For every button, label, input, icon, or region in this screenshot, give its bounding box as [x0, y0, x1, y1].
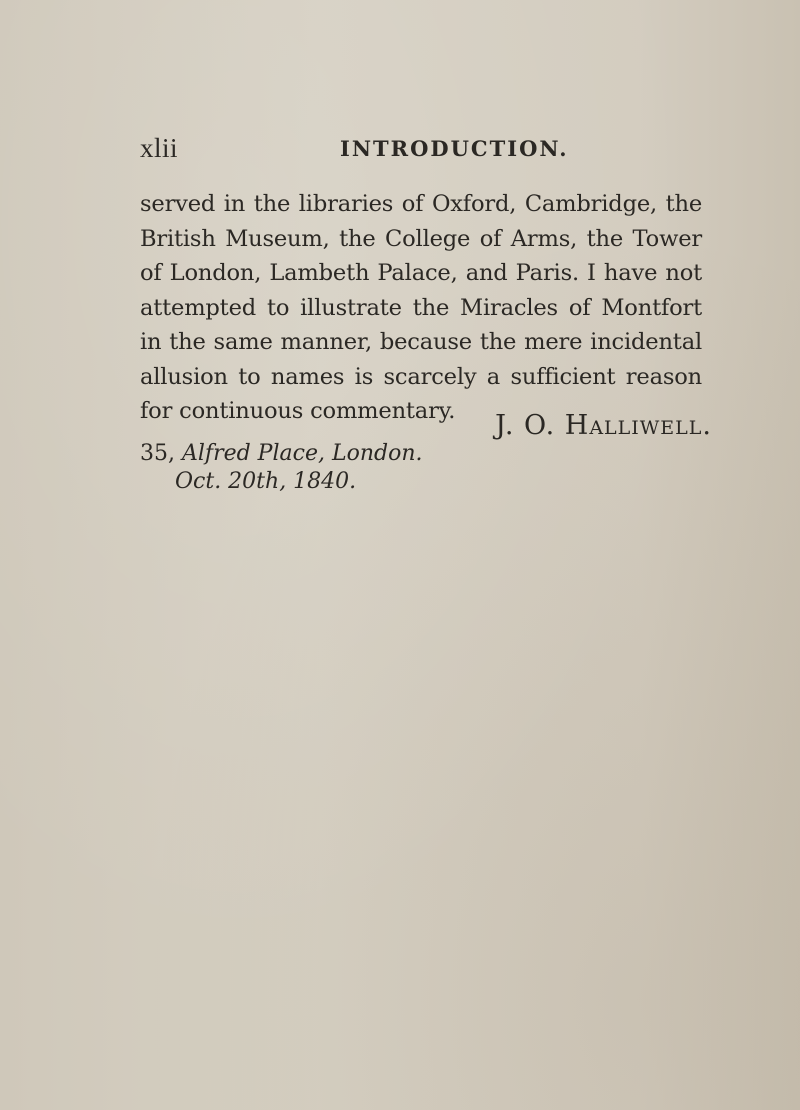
address-street-line [140, 440, 422, 468]
author-signature: J. O. Halliwell. [495, 410, 712, 441]
page-number: xlii [140, 133, 179, 163]
running-title: INTRODUCTION. [340, 136, 569, 161]
address-block [140, 440, 422, 496]
running-head [140, 133, 700, 169]
address-date: Oct. 20th, 1840. [175, 469, 357, 494]
address-street: Alfred Place, London. [182, 441, 423, 466]
address-number: 35, [140, 441, 175, 466]
body-paragraph: served in the libraries of Oxford, Cambridge, the British Museum, the College of Arms, the Tower of London, Lambeth Palace, and Paris. I have not attempted to illustrate the Miracles of Montfort in the same manner, because the mere incidental allusion to names is scarcely a sufficient reason for continuous commentary. [140, 191, 702, 424]
